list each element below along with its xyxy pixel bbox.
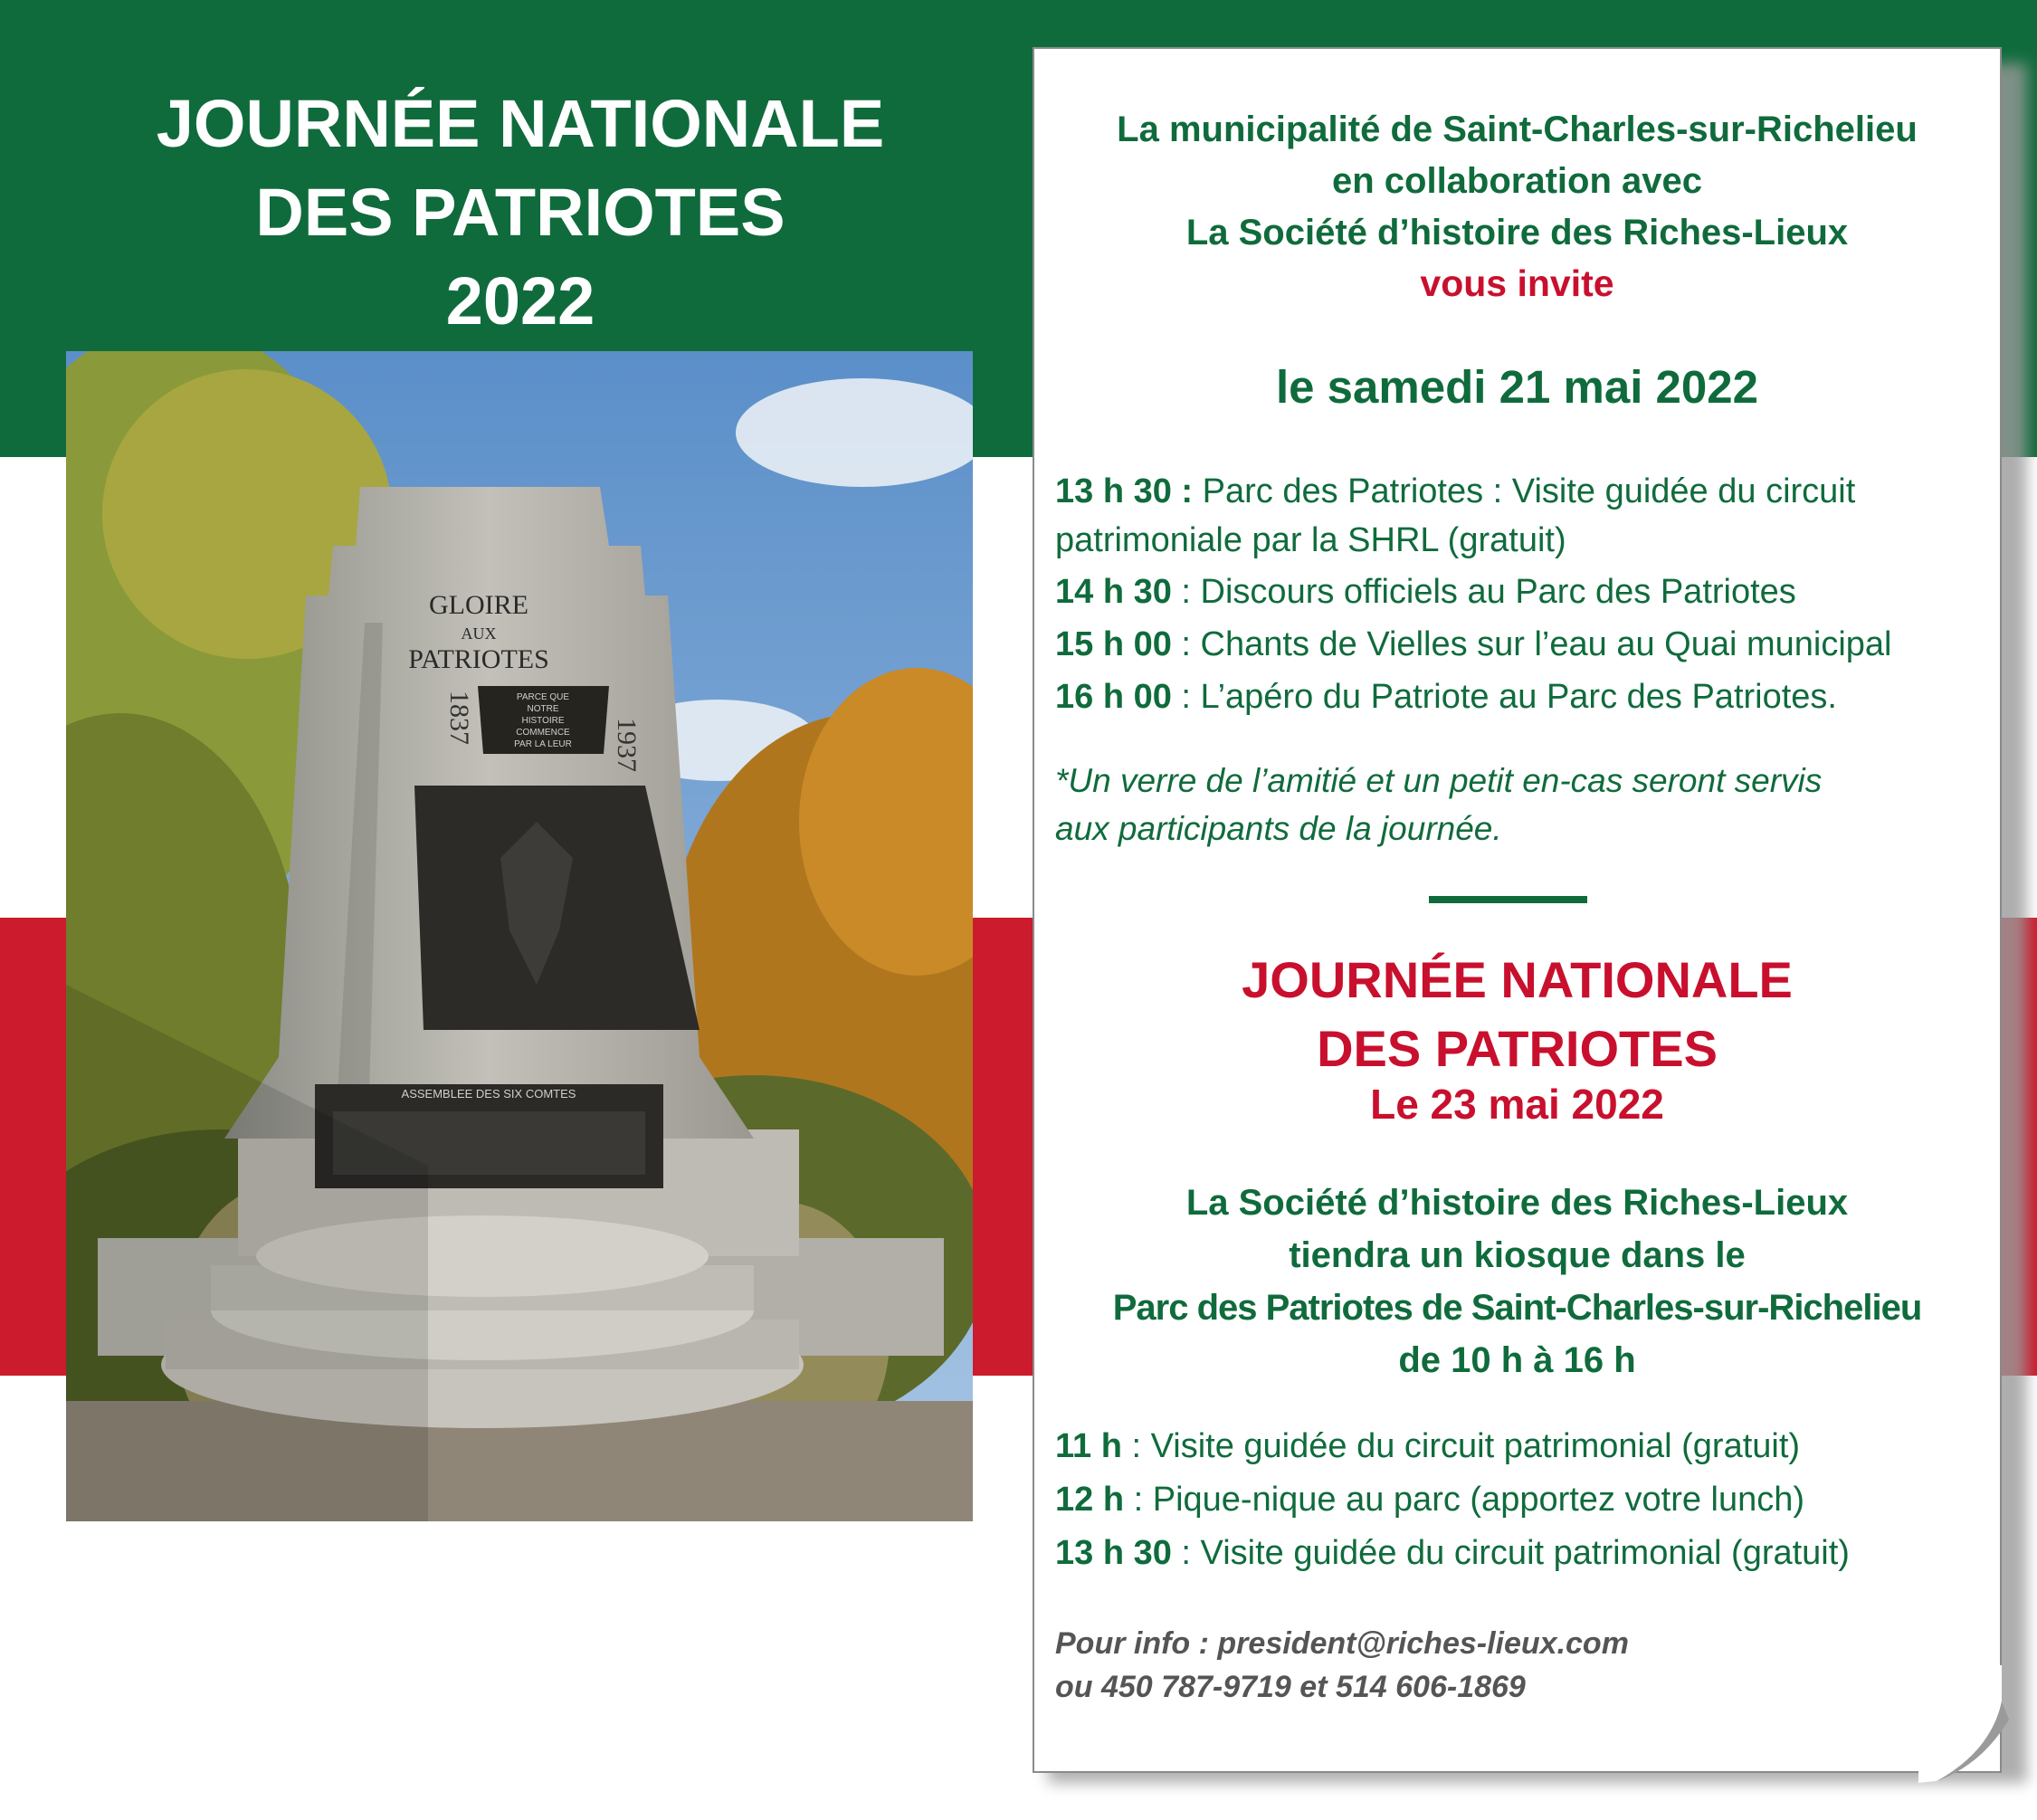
main-title-line1: JOURNÉE NATIONALE xyxy=(156,86,885,161)
contact-phones: ou 450 787-9719 et 514 606-1869 xyxy=(1055,1670,1526,1704)
section-title-line1: JOURNÉE NATIONALE xyxy=(1242,951,1793,1008)
monument-plaque-line5: PAR LA LEUR xyxy=(514,739,572,749)
note-line2: aux participants de la journée. xyxy=(1055,810,1502,847)
kiosk-line3: Parc des Patriotes de Saint-Charles-sur-Richelieu xyxy=(1112,1288,1922,1328)
section-divider xyxy=(1429,896,1587,903)
intro-line2: en collaboration avec xyxy=(1331,161,1703,201)
monument-plaque-line4: COMMENCE xyxy=(516,728,570,738)
monument-plaque-line2: NOTRE xyxy=(527,704,559,714)
event-date-2: Le 23 mai 2022 xyxy=(1370,1081,1664,1128)
main-title-line2: DES PATRIOTES xyxy=(255,175,785,250)
schedule1-time: 16 h 00 xyxy=(1055,678,1172,716)
schedule1-row xyxy=(1055,619,1892,671)
schedule1-row xyxy=(1055,672,1837,723)
intro-line1: La municipalité de Saint-Charles-sur-Richelieu xyxy=(1117,110,1918,149)
schedule2-text: : Pique-nique au parc (apportez votre lunch) xyxy=(1124,1481,1805,1519)
schedule1-text: : L’apéro du Patriote au Parc des Patriotes. xyxy=(1171,678,1837,716)
kiosk-line2: tiendra un kiosque dans le xyxy=(1289,1235,1746,1275)
kiosk-announcement xyxy=(1033,1177,2002,1386)
kiosk-line1: La Société d’histoire des Riches-Lieux xyxy=(1185,1183,1849,1223)
schedule2-time: 12 h xyxy=(1055,1481,1125,1519)
schedule1-text: patrimoniale par la SHRL (gratuit) xyxy=(1055,521,1566,559)
note-line1: *Un verre de l’amitié et un petit en-cas seront servis xyxy=(1055,762,1823,799)
schedule2-time: 11 h xyxy=(1055,1427,1122,1465)
schedule1-time: 13 h 30 : xyxy=(1055,472,1194,510)
contact-email: Pour info : president@riches-lieux.com xyxy=(1055,1626,1629,1661)
monument-inscription-line1: GLOIRE xyxy=(429,590,528,620)
schedule2-text: : Visite guidée du circuit patrimonial (gratuit) xyxy=(1171,1534,1850,1572)
schedule2-row xyxy=(1055,1528,1850,1579)
monument-year-left: 1837 xyxy=(444,691,474,745)
schedule1-text: : Chants de Vielles sur l’eau au Quai municipal xyxy=(1171,625,1892,663)
schedule2-time: 13 h 30 xyxy=(1055,1534,1172,1572)
monument-plaque-line3: HISTOIRE xyxy=(521,716,565,726)
event-date-1: le samedi 21 mai 2022 xyxy=(1275,361,1759,413)
schedule1-text: Parc des Patriotes : Visite guidée du circuit xyxy=(1193,472,1856,510)
monument-base-plaque: ASSEMBLEE DES SIX COMTES xyxy=(401,1087,576,1101)
schedule1-row xyxy=(1055,567,1796,618)
main-title xyxy=(68,80,973,346)
monument-photo-illustration xyxy=(66,351,973,1521)
schedule1-text: : Discours officiels au Parc des Patriotes xyxy=(1171,573,1796,611)
schedule2-row xyxy=(1055,1421,1800,1472)
main-title-line3: 2022 xyxy=(445,263,595,338)
section-title-line2: DES PATRIOTES xyxy=(1317,1020,1718,1077)
invite-text: vous invite xyxy=(1420,262,1614,304)
schedule2-row xyxy=(1055,1474,1804,1526)
contact-info xyxy=(1055,1622,1629,1709)
monument-inscription-line2: AUX xyxy=(461,624,497,643)
monument-plaque-line1: PARCE QUE xyxy=(516,692,570,702)
schedule1-row xyxy=(1055,466,1855,518)
intro-text xyxy=(1033,104,2002,259)
schedule1-time: 14 h 30 xyxy=(1055,573,1172,611)
monument-year-right: 1937 xyxy=(612,718,642,772)
monument-photo xyxy=(66,351,973,1521)
refreshment-note xyxy=(1055,757,1822,853)
monument-inscription-line3: PATRIOTES xyxy=(408,644,549,674)
schedule1-row xyxy=(1055,515,1566,567)
kiosk-line4: de 10 h à 16 h xyxy=(1398,1340,1636,1380)
intro-line3: La Société d’histoire des Riches-Lieux xyxy=(1185,213,1849,253)
page-curl-shape xyxy=(1918,1665,2009,1783)
schedule1-time: 15 h 00 xyxy=(1055,625,1172,663)
schedule2-text: : Visite guidée du circuit patrimonial (gratuit) xyxy=(1121,1427,1801,1465)
section-title xyxy=(1033,946,2002,1083)
